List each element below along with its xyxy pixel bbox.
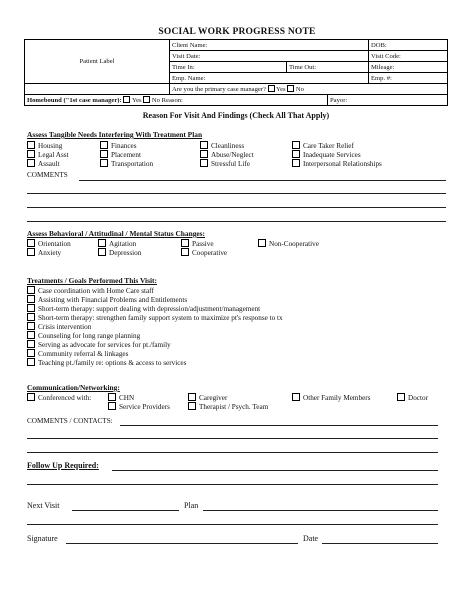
option-cleanliness[interactable] — [200, 141, 254, 150]
option-transportation[interactable] — [100, 159, 153, 168]
option-other-family-members[interactable] — [292, 393, 370, 402]
option-finances[interactable] — [100, 141, 153, 150]
reason-label: Reason: — [161, 97, 183, 104]
signature-line[interactable] — [66, 543, 298, 544]
option-label: Legal Asst — [38, 151, 69, 159]
checkbox[interactable] — [100, 141, 108, 149]
client-name-field[interactable] — [170, 40, 369, 51]
option-housing[interactable] — [27, 141, 69, 150]
option-abuse-neglect[interactable] — [200, 150, 254, 159]
tangible-col-4 — [292, 141, 382, 168]
treatment-label: Teaching pt./family re: options & access to services — [38, 359, 187, 367]
emp-no-field[interactable] — [369, 73, 448, 84]
tangible-col-1 — [27, 141, 69, 168]
treatments-list — [27, 286, 283, 367]
checkbox[interactable] — [397, 393, 405, 401]
checkbox[interactable] — [27, 286, 35, 294]
treatment-label: Crisis intervention — [38, 323, 92, 331]
visit-code-field[interactable] — [369, 51, 448, 62]
checkbox[interactable] — [27, 239, 35, 247]
option-label: Placement — [111, 151, 141, 159]
option-legal-asst[interactable] — [27, 150, 69, 159]
primary-no-checkbox[interactable] — [287, 85, 294, 92]
option-agitation[interactable] — [98, 239, 141, 248]
checkbox[interactable] — [188, 393, 196, 401]
homebound-yes-checkbox[interactable] — [123, 96, 130, 103]
option-assault[interactable] — [27, 159, 69, 168]
checkbox[interactable] — [108, 393, 116, 401]
option-label: Inadequate Services — [303, 151, 361, 159]
checkbox[interactable] — [181, 248, 189, 256]
payor-field[interactable] — [328, 95, 448, 106]
behavioral-heading: Assess Behavioral / Attitudinal / Mental Status Changes: — [27, 229, 206, 238]
option-label: Anxiety — [38, 249, 62, 257]
comment-line[interactable] — [120, 425, 438, 426]
option-label: Caregiver — [199, 394, 228, 402]
patient-label: Patient Label — [79, 58, 115, 65]
comment-line[interactable] — [27, 452, 438, 453]
option-service-providers[interactable] — [108, 402, 170, 411]
checkbox[interactable] — [27, 322, 35, 330]
next-visit-line[interactable] — [72, 510, 179, 511]
checkbox[interactable] — [100, 159, 108, 167]
checkbox[interactable] — [27, 150, 35, 158]
checkbox[interactable] — [100, 150, 108, 158]
homebound-row — [25, 95, 328, 106]
checkbox[interactable] — [188, 402, 196, 410]
client-name-label: Client Name: — [172, 41, 208, 49]
option-interpersonal-relationships[interactable] — [292, 159, 382, 168]
option-label: Housing — [38, 142, 63, 150]
primary-question: Are you the primary case manager? — [172, 86, 266, 93]
checkbox[interactable] — [258, 239, 266, 247]
treatment-label: Short-term therapy: support dealing with depression/adjustment/management — [38, 305, 261, 313]
checkbox[interactable] — [181, 239, 189, 247]
checkbox[interactable] — [98, 239, 106, 247]
treatment-label: Short-term therapy: strengthen family support system to maximize pt's response to tx — [38, 314, 283, 322]
behavioral-col-4 — [258, 239, 319, 248]
checkbox[interactable] — [292, 141, 300, 149]
option-label: Transportation — [111, 160, 154, 168]
option-inadequate-services[interactable] — [292, 150, 382, 159]
homebound-no-label: No — [151, 97, 160, 104]
option-therapist-psych-team[interactable] — [188, 402, 268, 411]
comment-line[interactable] — [27, 438, 438, 439]
follow-up-label: Follow Up Required: — [27, 461, 99, 470]
option-non-cooperative[interactable] — [258, 239, 319, 248]
tangible-comments-label: COMMENTS — [27, 171, 68, 179]
checkbox[interactable] — [27, 313, 35, 321]
option-label: Therapist / Psych. Team — [199, 403, 269, 411]
option-label: Cooperative — [192, 249, 228, 257]
plan-line[interactable] — [27, 524, 438, 525]
comment-line[interactable] — [27, 193, 446, 194]
time-out-label: Time Out: — [289, 63, 317, 71]
plan-line[interactable] — [203, 510, 438, 511]
option-conferenced-with[interactable] — [27, 393, 91, 402]
checkbox[interactable] — [27, 141, 35, 149]
option-chn[interactable] — [108, 393, 170, 402]
option-label: Finances — [111, 142, 137, 150]
option-label: Agitation — [109, 240, 137, 248]
checkbox[interactable] — [27, 331, 35, 339]
checkbox[interactable] — [200, 150, 208, 158]
checkbox[interactable] — [27, 159, 35, 167]
option-label: Cleanliness — [211, 142, 245, 150]
option-label: Orientation — [38, 240, 71, 248]
homebound-label: Homebound ("1st case manager): — [27, 97, 122, 104]
checkbox[interactable] — [27, 340, 35, 348]
option-label: Depression — [109, 249, 142, 257]
option-cooperative[interactable] — [181, 248, 227, 257]
option-passive[interactable] — [181, 239, 227, 248]
checkbox[interactable] — [27, 248, 35, 256]
tangible-col-2 — [100, 141, 153, 168]
treatment-label: Counseling for long range planning — [38, 332, 141, 340]
treatment-item[interactable] — [27, 340, 283, 349]
plan-label: Plan — [184, 501, 199, 510]
time-in-label: Time In: — [172, 63, 195, 71]
option-stressful-life[interactable] — [200, 159, 254, 168]
comment-line[interactable] — [27, 207, 446, 208]
option-orientation[interactable] — [27, 239, 71, 248]
option-label: Passive — [192, 240, 214, 248]
option-label: Non-Cooperative — [269, 240, 319, 248]
option-doctor[interactable] — [397, 393, 428, 402]
checkbox[interactable] — [98, 248, 106, 256]
emp-name-label: Emp. Name: — [172, 74, 206, 82]
primary-no-label: No — [295, 86, 304, 93]
checkbox[interactable] — [292, 150, 300, 158]
homebound-yes-label: Yes — [132, 97, 142, 104]
payor-label: Payor: — [330, 96, 348, 104]
communication-col-3 — [188, 393, 268, 411]
checkbox[interactable] — [27, 358, 35, 366]
treatment-item[interactable] — [27, 304, 283, 313]
follow-up-line[interactable] — [27, 484, 438, 485]
option-care-taker-relief[interactable] — [292, 141, 382, 150]
checkbox[interactable] — [108, 402, 116, 410]
option-label: Abuse/Neglect — [211, 151, 254, 159]
treatment-item[interactable] — [27, 331, 283, 340]
option-label: Doctor — [408, 394, 428, 402]
checkbox[interactable] — [27, 295, 35, 303]
primary-case-manager-row — [170, 84, 448, 95]
treatment-label: Community referral & linkages — [38, 350, 129, 358]
option-label: Conferenced with: — [38, 394, 92, 402]
visit-code-label: Visit Code: — [371, 52, 401, 60]
comments-contacts-label: COMMENTS / CONTACTS: — [27, 417, 113, 425]
communication-heading: Communication/Networking: — [27, 383, 120, 392]
option-label: Interpersonal Relationships — [303, 160, 382, 168]
treatment-label: Case coordination with Home Care staff — [38, 287, 154, 295]
behavioral-col-3 — [181, 239, 227, 257]
treatments-heading: Treatments / Goals Performed This Visit: — [27, 276, 157, 285]
treatment-item[interactable] — [27, 286, 283, 295]
comment-line[interactable] — [27, 221, 446, 222]
blank-cell — [25, 84, 170, 95]
checkbox[interactable] — [27, 304, 35, 312]
patient-label-cell — [25, 40, 170, 84]
header-table — [24, 39, 448, 106]
primary-yes-label: Yes — [275, 86, 286, 93]
time-in-field[interactable] — [170, 62, 287, 73]
emp-no-label: Emp. #: — [371, 74, 392, 82]
comment-line[interactable] — [79, 180, 446, 181]
reason-heading: Reason For Visit And Findings (Check All That Apply) — [142, 111, 330, 120]
behavioral-col-1 — [27, 239, 71, 257]
option-label: CHN — [119, 394, 135, 402]
tangible-heading: Assess Tangible Needs Interfering With Treatment Plan — [27, 130, 203, 139]
checkbox[interactable] — [200, 141, 208, 149]
treatment-item[interactable] — [27, 358, 283, 367]
date-label: Date — [303, 534, 319, 543]
option-label: Other Family Members — [303, 394, 371, 402]
option-placement[interactable] — [100, 150, 153, 159]
treatment-label: Serving as advocate for services for pt./family — [38, 341, 171, 349]
checkbox[interactable] — [27, 349, 35, 357]
follow-up-line[interactable] — [112, 470, 438, 471]
dob-field[interactable] — [369, 40, 448, 51]
option-caregiver[interactable] — [188, 393, 268, 402]
treatment-item[interactable] — [27, 349, 283, 358]
time-out-field[interactable] — [287, 62, 369, 73]
treatment-item[interactable] — [27, 322, 283, 331]
date-line[interactable] — [322, 543, 438, 544]
communication-col-2 — [108, 393, 170, 411]
mileage-field[interactable] — [369, 62, 448, 73]
mileage-label: Mileage: — [371, 63, 395, 71]
behavioral-col-2 — [98, 239, 141, 257]
option-label: Stressful Life — [211, 160, 250, 168]
signature-label: Signature — [27, 534, 58, 543]
visit-date-label: Visit Date: — [172, 52, 201, 60]
option-depression[interactable] — [98, 248, 141, 257]
dob-label: DOB: — [371, 41, 387, 49]
emp-name-field[interactable] — [170, 73, 369, 84]
checkbox[interactable] — [292, 159, 300, 167]
option-label: Care Taker Relief — [303, 142, 354, 150]
option-label: Service Providers — [119, 403, 170, 411]
form-title: SOCIAL WORK PROGRESS NOTE — [158, 27, 316, 37]
checkbox[interactable] — [27, 393, 35, 401]
treatment-label: Assisting with Financial Problems and Entitlements — [38, 296, 188, 304]
primary-yes-checkbox[interactable] — [268, 85, 275, 92]
option-label: Assault — [38, 160, 60, 168]
treatment-item[interactable] — [27, 313, 283, 322]
treatment-item[interactable] — [27, 295, 283, 304]
option-anxiety[interactable] — [27, 248, 71, 257]
tangible-col-3 — [200, 141, 254, 168]
visit-date-field[interactable] — [170, 51, 369, 62]
checkbox[interactable] — [292, 393, 300, 401]
next-visit-label: Next Visit — [27, 501, 60, 510]
checkbox[interactable] — [200, 159, 208, 167]
homebound-no-checkbox[interactable] — [143, 96, 150, 103]
